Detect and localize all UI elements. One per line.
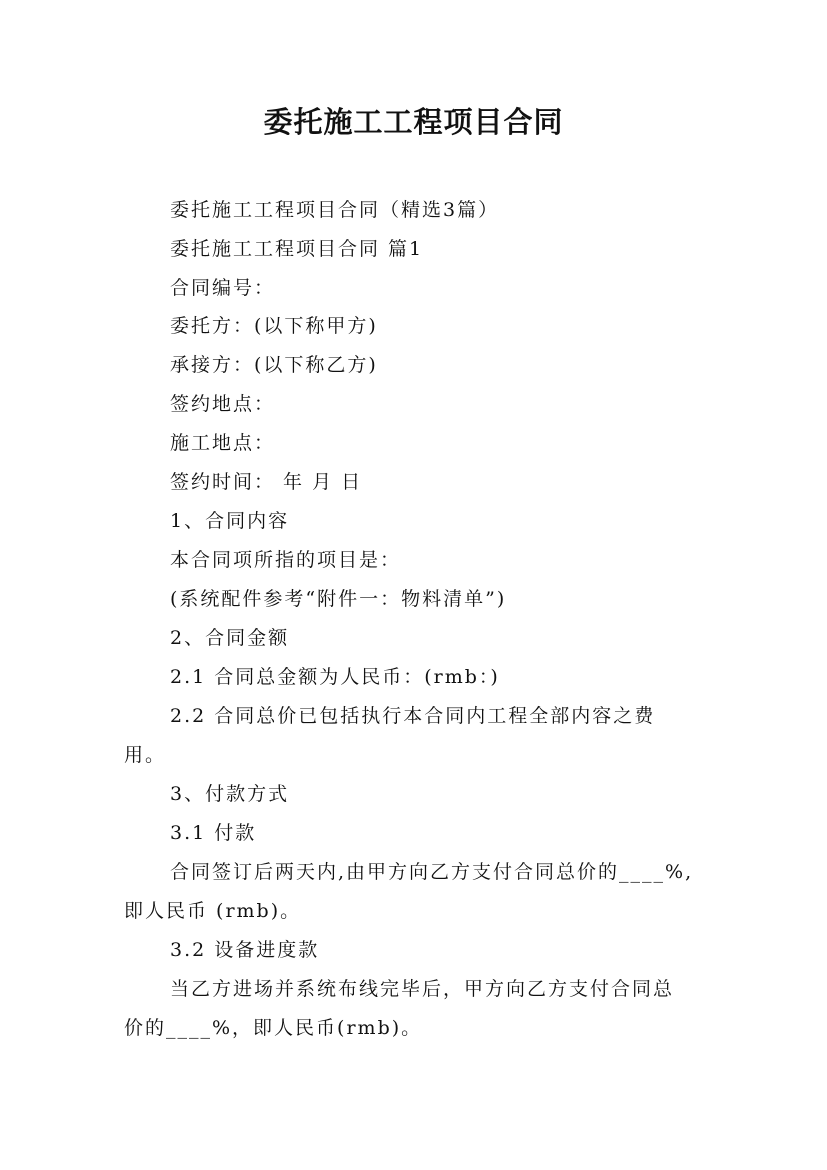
section-heading: 委托施工工程项目合同 篇1 (170, 238, 424, 260)
paragraph-line: 当乙方进场并系统布线完毕后，甲方向乙方支付合同总 (170, 978, 675, 1000)
paragraph-line: 用。 (124, 744, 167, 766)
party-b-line: 承接方：(以下称乙方) (170, 354, 378, 376)
paragraph-line: 价的____%，即人民币(rmb)。 (124, 1017, 423, 1039)
clause-heading: 1、合同内容 (170, 510, 290, 532)
doc-subtitle: 委托施工工程项目合同（精选3篇） (170, 199, 500, 221)
clause-heading: 3、付款方式 (170, 783, 290, 805)
paragraph-line: 即人民币 (rmb)。 (124, 900, 302, 922)
paragraph-line: 2.1 合同总金额为人民币：(rmb：) (170, 666, 500, 688)
paragraph-line: 本合同项所指的项目是： (170, 549, 402, 571)
contract-number-line: 合同编号： (170, 277, 276, 299)
sub-clause-heading: 3.1 付款 (170, 822, 257, 844)
construction-site-line: 施工地点： (170, 432, 276, 454)
signing-place-line: 签约地点： (170, 393, 276, 415)
paragraph-line: (系统配件参考“附件一：物料清单”) (170, 588, 507, 610)
signing-date-line: 签约时间： 年 月 日 (170, 471, 363, 493)
document-title: 委托施工工程项目合同 (263, 105, 564, 139)
paragraph-line: 合同签订后两天内,由甲方向乙方支付合同总价的____%, (170, 861, 694, 883)
clause-heading: 2、合同金额 (170, 627, 290, 649)
paragraph-line: 2.2 合同总价已包括执行本合同内工程全部内容之费 (170, 705, 656, 727)
party-a-line: 委托方：(以下称甲方) (170, 315, 378, 337)
sub-clause-heading: 3.2 设备进度款 (170, 939, 320, 961)
